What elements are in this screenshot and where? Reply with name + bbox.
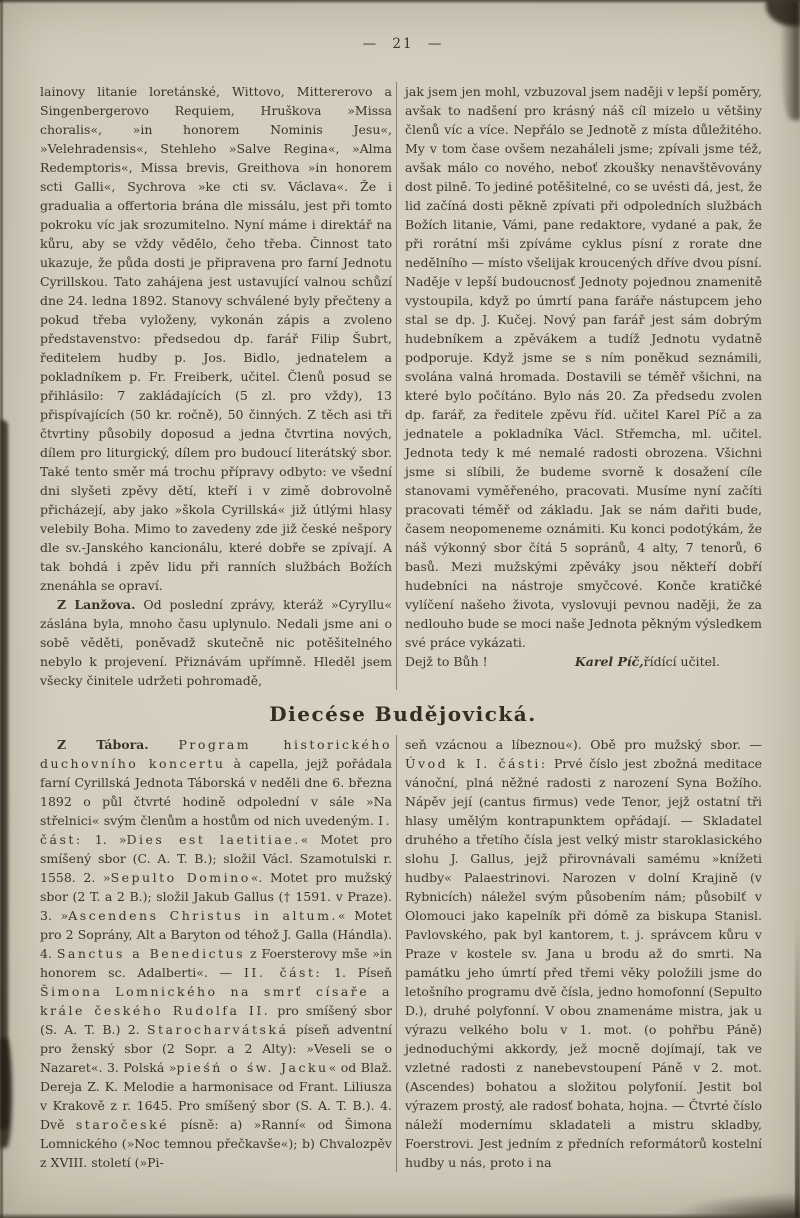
- paragraph: [40, 82, 392, 595]
- scan-edge-right: [795, 918, 800, 1218]
- top-section: [40, 82, 766, 690]
- column-divider-bottom: [396, 735, 397, 1172]
- text-segment: Dies est laetitiae.: [126, 832, 301, 847]
- text-segment: « Motet pro 2 Soprány, Alt a Baryton od téhož J. Galla (Hándla). 4.: [40, 908, 392, 961]
- top-left-column: [40, 82, 392, 690]
- text-segment: Prvé číslo jest zbožná meditace vánoční, plná něžné radosti z narození Syna Božího. Nápěv její (cantus firmus) vede Tenor, jejž ostatní tři hlasy umělým kontrapunktem opřádají. — Skladatel druhého a třetího čísla jest velký mistr staroklasického slohu J. Gallus, jejž přirovnávali samému »knížeti hudby« Palaestrinovi. Narozen v dolní Krajině (v Rybnicích) náležel svým působením nám; působilť v Olomouci jako kapelník při dómě za biskupa Stanisl. Pavlovského, pak byl kantorem, t. j. správcem kůru v Praze v kostele sv. Jana u brodu až do smrti. Na památku jeho úmrtí před třemi věky položili jsme do letošního programu dvě čísla, jedno homofonní (Sepulto D.), druhé polyfonní. V obou znamenáme mistra, jak u výrazu velkého bolu v 1. mot. (o pohřbu Páně) jednoduchými akkordy, jež mocně dojímají, tak ve vzletné radosti z nanebevstoupení Páně v 2. mot. (Ascendes) bohatou a složitou polyfonií. Jestit bol výrazem prostý, ale radosť bohata, hojna. — Čtvrté číslo náleží modernímu skladateli a mistru skladby, Foerstrovi. Jest jedním z předních reformátorů kostelní hudby u nás, proto i na: [405, 756, 762, 1170]
- text-segment: Starocharvátská: [146, 1022, 289, 1037]
- text-segment: «. Motet pro mužský sbor (2 T. a 2 B.); složil Jakub Gallus († 1591. v Praze). 3. »: [40, 870, 392, 923]
- scan-blob-bottom-left: [0, 1038, 12, 1148]
- top-right-column: [405, 82, 762, 690]
- text-segment: Od poslední zprávy, kteráž »Cyryllu« záslána byla, mnoho času uplynulo. Nedali jsme ani o sobě věděti, poněvadž skutečně nic potěšitelného nebylo k projevení. Přiznávám upřímně. Hleděl jsem všecky činitele udržeti pohromadě,: [40, 597, 392, 688]
- text-segment: lainovy litanie loretánské, Wittovo, Mittererovo a Singenbergerovo Requiem, Hruškova »Missa choralis«, »in honorem Nominis Jesu«, »Velehradensis«, Stehleho »Salve Regina«, »Alma Redemptoris«, Missa brevis, Greithova »in honorem scti Galli«, Sychrova »ke cti sv. Václava«. Že i gradualia a offertoria brána dle missálu, jest při tomto pokroku víc jak srozumitelno. Nyní máme i direktář na kůru, aby se vždy vědělo, čeho třeba. Činnost tato ukazuje, že půda dosti je připravena pro farní Jednotu Cyrillskou. Tato zahájena jest ustavující valnou schůzí dne 24. ledna 1892. Stanovy schválené byly přečteny a pokud třeba vyloženy, vykonán zápis a zvoleno představenstvo: předsedou dp. farář Filip Šubrt, ředitelem hudby p. Jos. Bidlo, jednatelem a pokladníkem p. Fr. Freiberk, učitel. Členů posud se přihlásilo: 7 zakládajících (5 zl. pro vždy), 13 přispívajících (50 kr. ročně), 50 činných. Z těch asi tři čtvrtiny působily doposud a jedna čtvrtina nových, dílem pro liturgický, dílem pro budoucí literátský sbor. Také tento směr má trochu přípravy odbyto: ve všední dni slyšeti zpěvy dětí, kteří i v zimě dobrovolně přicházejí, aby jako »škola Cyrillská« již útlými hlasy velebily Boha. Mimo to zavedeny zde již české nešpory dle sv.-Janského kancionálu, které dobře se zpívají. A tak bohdá i zpěv lidu při ranních službách Božích znenáhla se opraví.: [40, 84, 392, 593]
- bottom-right-column: [405, 735, 762, 1172]
- text-segment: II. část:: [243, 965, 323, 980]
- page-content: [40, 36, 766, 1172]
- scan-edge-top: [0, 0, 800, 4]
- text-segment: Sanctus a Benedictus: [56, 946, 246, 961]
- bottom-section: [40, 735, 766, 1172]
- scan-edge-top-right: [780, 0, 800, 120]
- text-segment: Úvod k I. části:: [405, 756, 548, 771]
- text-segment: z Foersterovy mše »in honorem sc. Adalberti«. —: [40, 946, 392, 980]
- text-segment: « od Blaž. Dereja Z. K. Melodie a harmonisace od Frant. Liliusza v Krakově z r. 1645. Pro smíšený sbor (S. A. T. B.). 4. Dvě: [40, 1060, 392, 1132]
- text-segment: Dejž to Bůh !: [405, 654, 488, 669]
- text-segment: písně: a) »Ranní« od Šimona Lomnického (»Noc temnou přečkavše«); b) Chvalozpěv z XVIII. století (»Pi-: [40, 1117, 392, 1170]
- paragraph: [405, 652, 762, 671]
- page-number: — 21 —: [362, 36, 444, 52]
- text-segment: Z Tábora.: [57, 737, 149, 752]
- scan-corner-bottom-right: [670, 1192, 800, 1218]
- paragraph: [40, 595, 392, 690]
- text-segment: Sepulto Domino: [110, 870, 251, 885]
- text-segment: jak jsem jen mohl, vzbuzoval jsem naději v lepší poměry, avšak to nadšení pro krásný náš cíl mizelo u většiny členů víc a více. Nepřálo se Jednotě z místa důležitého. My v tom čase ovšem nezaháleli jsme; zpívali jsme též, avšak málo co nového, neboť zkoušky nenavštěvovány dost pilně. To jediné potěšitelné, co se uvésti dá, jest, že lid začíná dosti pěkně zpívati při odpoledních službách Božích litanie, Vámi, pane redaktore, vydané a pak, že při rorátní mši zpíváme cyklus písní z rorate dne nedělního — místo všelijak kroucených dříve dvou písní. Naděje v lepší budoucnosť Jednoty pojednou znamenitě vystoupila, když po úmrtí pana faráře nástupcem jeho stal se dp. J. Kučej. Nový pan farář jest sám dobrým hudebníkem a zpěvákem a tudíž Jednotu vydatně podporuje. Když jsme se s ním poněkud seznámili, svolána valná hromada. Dostavili se téměř všichni, na které bylo počítáno. Bylo nás 20. Za předsedu zvolen dp. farář, za ředitele zpěvu říd. učitel Karel Píč a za jednatele a pokladníka Václ. Střemcha, ml. učitel. Jednota tedy k mé nemalé radosti obrozena. Všichni jsme si slíbili, že budeme svorně k dosažení cíle stanovami vyměřeného, pracovati. Musíme nyní začíti pracovati téměř od základu. Jak se nám dařiti bude, časem neopomeneme oznámiti. Ku konci podotýkám, že náš výkonný sbor čítá 5 sopránů, 4 alty, 7 tenorů, 6 basů. Mezi mužskými zpěváky jsou někteří dobří hudebníci na nástroje smyčcové. Konče kratičké vylíčení našeho života, vyslovuji pevnou naději, že za nedlouho bude se moci naše Jednota pěkným výsledkem své práce vykázati.: [405, 84, 762, 650]
- scan-edge-bottom: [0, 1213, 800, 1218]
- text-segment: píseň adventní pro ženský sbor (2 Sopr. a 2 Alty): »Veseli se o Nazaret«. 3. Polská »: [40, 1022, 392, 1075]
- bottom-left-column: [40, 735, 392, 1172]
- text-segment: Z Lanžova.: [57, 597, 136, 612]
- text-segment: Karel Píč,: [574, 654, 644, 669]
- column-divider-top: [396, 82, 397, 690]
- text-segment: 1. Píseň: [322, 965, 392, 980]
- text-segment: Ascendens Christus in altum.: [68, 908, 338, 923]
- text-segment: pro smíšený sbor (S. A. T. B.) 2.: [40, 1003, 392, 1037]
- section-heading: Diecése Budějovická.: [269, 702, 537, 726]
- paragraph: [405, 82, 762, 652]
- text-segment: Program historického duchovního koncertu: [40, 737, 392, 771]
- text-segment: staročeské: [75, 1117, 170, 1132]
- text-segment: pieśń o św. Jacku: [176, 1060, 329, 1075]
- text-segment: 1. »: [82, 832, 127, 847]
- text-segment: [488, 652, 575, 671]
- paragraph: [40, 735, 392, 1172]
- text-segment: [149, 737, 179, 752]
- text-segment: seň vzácnou a líbeznou«). Obě pro mužský sbor. —: [405, 737, 762, 752]
- text-segment: à capella, jejž pořádala farní Cyrillská Jednota Táborská v neděli dne 6. března 1892 o půl čtvrté hodině odpolední v sále »Na střelnici« svým členům a hostům od nich uvedeným.: [40, 756, 392, 828]
- scan-edge-left-band: [0, 420, 8, 1130]
- text-segment: I. část:: [40, 813, 392, 847]
- text-segment: « Motet pro smíšený sbor (C. A. T. B.); složil Václ. Szamotulski r. 1558. 2. »: [40, 832, 392, 885]
- scan-corner-top-right: [766, 0, 800, 26]
- text-segment: Šimona Lomnického na smrť císaře a krále českého Rudolfa II.: [40, 984, 392, 1018]
- scan-edge-left: [0, 0, 3, 1218]
- text-segment: řídící učitel.: [643, 654, 720, 669]
- paragraph: [405, 735, 762, 1172]
